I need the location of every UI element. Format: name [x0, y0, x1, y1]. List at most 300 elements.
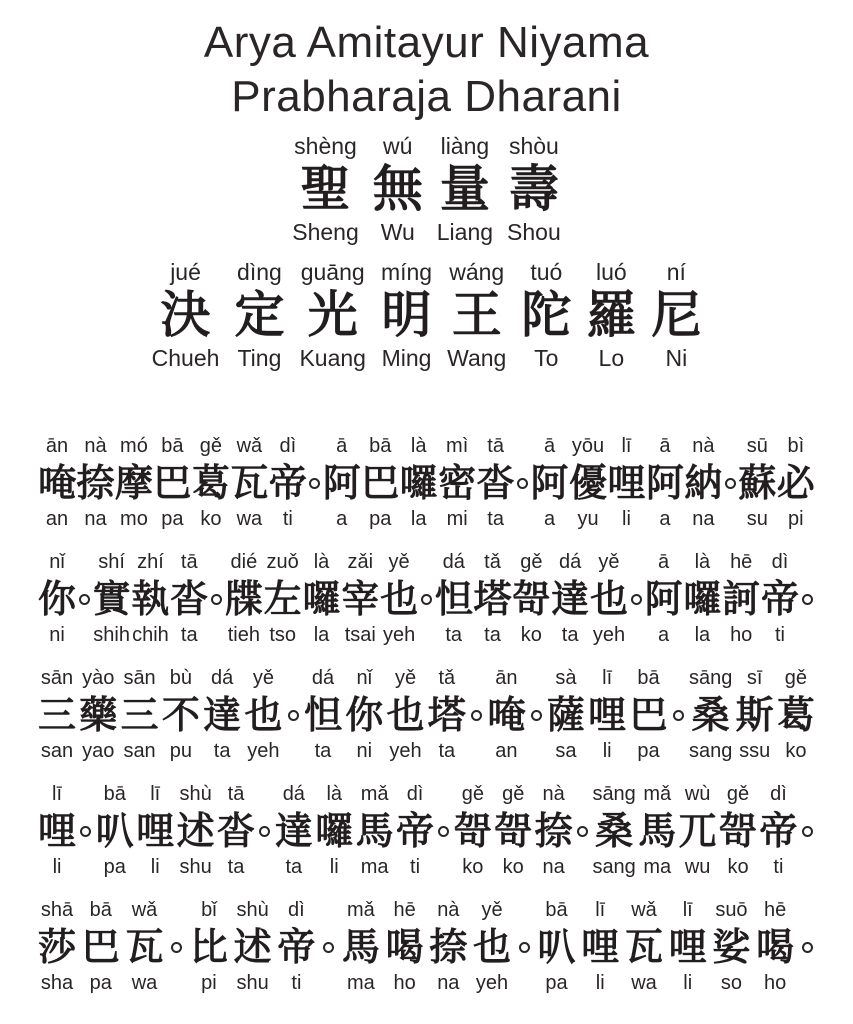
- syllable-cell: [230, 434, 268, 532]
- syllable-cell: [361, 434, 399, 532]
- roman-slot-empty: [520, 507, 526, 532]
- roman-text: ta: [561, 624, 579, 646]
- separator-glyph-row: [438, 807, 449, 855]
- hanzi-char: 哩: [136, 809, 175, 853]
- syllable-cell: [535, 782, 573, 880]
- pinyin-text: ā: [543, 435, 556, 457]
- pinyin-slot-empty: [728, 434, 734, 459]
- roman-slot-empty: [290, 739, 296, 764]
- pinyin-text: ní: [666, 259, 686, 285]
- roman-slot-empty: [441, 855, 447, 880]
- pinyin-text: bǐ: [201, 899, 217, 921]
- roman-text: pa: [103, 856, 126, 878]
- syllable-cell: [38, 666, 76, 764]
- roman-text: an: [45, 508, 69, 530]
- roman-text: ta: [213, 740, 231, 762]
- roman-text: a: [336, 508, 348, 530]
- ideographic-period-separator: [671, 666, 686, 764]
- separator-circle-icon: [323, 942, 334, 953]
- syllable-cell: [684, 434, 722, 532]
- separator-circle-icon: [802, 826, 813, 837]
- syllable-cell: [93, 550, 131, 648]
- syllable-cell: [645, 550, 683, 648]
- pinyin-text: dá: [211, 667, 234, 689]
- roman-text: pa: [161, 508, 184, 530]
- pinyin-text: ān: [45, 435, 69, 457]
- syllable-cell: [292, 132, 359, 246]
- hanzi-char: 宰: [341, 577, 380, 621]
- roman-slot-empty: [174, 971, 180, 996]
- roman-text: wa: [631, 972, 657, 994]
- pinyin-text: gě: [520, 551, 543, 573]
- heading-chueh-ting-kuang-ming-wang-to-lo-ni: [0, 258, 853, 372]
- syllable-cell: [217, 782, 255, 880]
- hanzi-char: 納: [684, 461, 723, 505]
- pinyin-text: ā: [659, 435, 671, 457]
- pinyin-slot-empty: [805, 550, 811, 575]
- pinyin-text: zuǒ: [266, 551, 299, 573]
- pinyin-text: shòu: [508, 133, 559, 159]
- pinyin-text: mì: [446, 435, 469, 457]
- pinyin-slot-empty: [805, 782, 811, 807]
- syllable-cell: [722, 550, 760, 648]
- ideographic-period-separator: [515, 434, 530, 532]
- ideographic-period-separator: [169, 898, 184, 996]
- syllable-cell: [736, 666, 774, 764]
- syllable-cell: [435, 550, 473, 648]
- syllable-cell: [777, 666, 815, 764]
- pinyin-text: wǎ: [236, 435, 263, 457]
- pinyin-text: hē: [764, 899, 787, 921]
- pinyin-text: suō: [715, 899, 748, 921]
- page-title-line-2: Prabharaja Dharani: [231, 72, 622, 121]
- ideographic-period-separator: [209, 550, 224, 648]
- ideographic-period-separator: [800, 782, 815, 880]
- hanzi-char: 桑: [595, 809, 634, 853]
- separator-circle-icon: [171, 942, 182, 953]
- syllable-cell: [38, 434, 76, 532]
- pinyin-text: nà: [542, 783, 565, 805]
- hanzi-char: 帝: [277, 925, 316, 969]
- ideographic-period-separator: [307, 434, 322, 532]
- roman-text: pi: [788, 508, 804, 530]
- hanzi-char: 瓦: [125, 925, 164, 969]
- hanzi-char: 達: [274, 809, 313, 853]
- roman-text: ta: [487, 508, 504, 530]
- roman-text: wa: [131, 972, 158, 994]
- syllable-cell: [756, 898, 794, 996]
- pinyin-text: yě: [598, 551, 620, 573]
- pinyin-text: dá: [442, 551, 465, 573]
- hanzi-char: 巴: [361, 461, 400, 505]
- separator-circle-icon: [577, 826, 588, 837]
- syllable-cell: [373, 132, 423, 246]
- syllable-cell: [121, 666, 159, 764]
- syllable-cell: [387, 666, 425, 764]
- syllable-cell: [203, 666, 241, 764]
- roman-text: sa: [555, 740, 577, 762]
- roman-text: an: [495, 740, 518, 762]
- roman-text: yao: [82, 740, 115, 762]
- pinyin-slot-empty: [214, 550, 220, 575]
- syllable-cell: [607, 434, 645, 532]
- roman-text: na: [437, 972, 460, 994]
- roman-text: na: [692, 508, 715, 530]
- syllable-cell: [38, 898, 76, 996]
- roman-text: ta: [314, 740, 332, 762]
- pinyin-text: lī: [52, 783, 62, 805]
- roman-text: Wang: [447, 345, 507, 371]
- syllable-cell: [125, 898, 163, 996]
- syllable-cell: [679, 782, 717, 880]
- roman-text: Sheng: [292, 219, 359, 245]
- syllable-cell: [547, 666, 585, 764]
- pinyin-text: bā: [161, 435, 184, 457]
- roman-slot-empty: [633, 623, 639, 648]
- hanzi-char: 斯: [735, 693, 774, 737]
- pinyin-text: shèng: [294, 133, 357, 159]
- ideographic-period-separator: [436, 782, 451, 880]
- pinyin-slot-empty: [805, 898, 811, 923]
- pinyin-text: shù: [236, 899, 269, 921]
- pinyin-slot-empty: [83, 782, 89, 807]
- syllable-cell: [569, 434, 607, 532]
- roman-slot-empty: [262, 855, 268, 880]
- roman-text: shu: [179, 856, 212, 878]
- roman-text: su: [746, 508, 768, 530]
- pinyin-text: là: [694, 551, 711, 573]
- syllable-cell: [234, 898, 272, 996]
- syllable-cell: [299, 258, 366, 372]
- syllable-cell: [82, 898, 120, 996]
- separator-glyph-row: [309, 459, 320, 507]
- roman-text: ti: [410, 856, 421, 878]
- syllable-cell: [38, 782, 76, 880]
- roman-text: mo: [120, 508, 148, 530]
- roman-text: pa: [89, 972, 112, 994]
- pinyin-slot-empty: [522, 898, 528, 923]
- roman-text: ti: [775, 624, 785, 646]
- roman-text: ko: [785, 740, 807, 762]
- syllable-cell: [396, 782, 434, 880]
- syllable-cell: [689, 666, 732, 764]
- hanzi-char: 捺: [429, 925, 468, 969]
- ideographic-period-separator: [629, 550, 644, 648]
- pinyin-slot-empty: [675, 666, 681, 691]
- syllable-cell: [712, 898, 750, 996]
- syllable-cell: [131, 550, 169, 648]
- pinyin-text: yōu: [571, 435, 605, 457]
- mantra-line-2: [38, 550, 815, 648]
- roman-text: pa: [545, 972, 568, 994]
- syllable-cell: [474, 550, 512, 648]
- separator-glyph-row: [577, 807, 588, 855]
- separator-glyph-row: [802, 923, 813, 971]
- roman-text: Shou: [507, 219, 561, 245]
- pinyin-text: bā: [103, 783, 126, 805]
- mantra-text-block: [0, 434, 853, 996]
- pinyin-text: hē: [393, 899, 416, 921]
- hanzi-char: 囉: [315, 809, 354, 853]
- roman-text: la: [313, 624, 330, 646]
- syllable-cell: [759, 782, 797, 880]
- hanzi-char: 哿: [453, 809, 492, 853]
- syllable-cell: [192, 434, 230, 532]
- ideographic-period-separator: [257, 782, 272, 880]
- roman-slot-empty: [82, 623, 88, 648]
- syllable-cell: [356, 782, 394, 880]
- roman-text: chih: [132, 624, 169, 646]
- hanzi-char: 你: [38, 577, 77, 621]
- mantra-line-3: [38, 666, 815, 764]
- page-title-line-1: Arya Amitayur Niyama: [203, 18, 650, 67]
- hanzi-char: 定: [234, 286, 285, 344]
- roman-text: sha: [40, 972, 74, 994]
- pinyin-text: sān: [40, 667, 74, 689]
- syllable-cell: [588, 666, 626, 764]
- hanzi-char: 哿: [512, 577, 551, 621]
- hanzi-char: 喝: [385, 925, 424, 969]
- pinyin-text: bā: [369, 435, 392, 457]
- pinyin-text: nà: [84, 435, 107, 457]
- separator-circle-icon: [517, 478, 528, 489]
- pinyin-text: sāng: [689, 667, 733, 689]
- separator-circle-icon: [471, 710, 482, 721]
- hanzi-char: 也: [386, 693, 425, 737]
- hanzi-char: 阿: [530, 461, 569, 505]
- roman-text: shih: [93, 624, 130, 646]
- pinyin-text: là: [326, 783, 343, 805]
- roman-text: ko: [502, 856, 524, 878]
- syllable-cell: [428, 666, 466, 764]
- pinyin-text: tā: [227, 783, 245, 805]
- roman-text: ta: [445, 624, 463, 646]
- hanzi-char: 哩: [38, 809, 77, 853]
- separator-glyph-row: [725, 459, 736, 507]
- roman-text: li: [52, 856, 62, 878]
- pinyin-text: bā: [637, 667, 660, 689]
- pinyin-text: gě: [502, 783, 525, 805]
- hanzi-char: 摩: [114, 461, 153, 505]
- syllable-cell: [76, 434, 114, 532]
- hanzi-char: 薩: [546, 693, 585, 737]
- hanzi-char: 怛: [303, 693, 342, 737]
- pinyin-text: míng: [380, 259, 433, 285]
- pinyin-text: tā: [180, 551, 198, 573]
- pinyin-text: lī: [595, 899, 606, 921]
- pinyin-text: bù: [169, 667, 192, 689]
- pinyin-text: dá: [559, 551, 582, 573]
- hanzi-char: 唵: [38, 461, 77, 505]
- hanzi-char: 優: [569, 461, 608, 505]
- syllable-cell: [777, 434, 815, 532]
- pinyin-text: nà: [437, 899, 460, 921]
- roman-text: yu: [577, 508, 599, 530]
- roman-text: ta: [438, 740, 456, 762]
- hanzi-char: 不: [161, 693, 200, 737]
- pinyin-text: wǎ: [631, 899, 657, 921]
- separator-glyph-row: [323, 923, 334, 971]
- hanzi-char: 牒: [224, 577, 263, 621]
- hanzi-char: 沓: [217, 809, 256, 853]
- pinyin-slot-empty: [633, 550, 639, 575]
- roman-text: pu: [169, 740, 192, 762]
- pinyin-text: ān: [495, 667, 518, 689]
- pinyin-text: bā: [89, 899, 112, 921]
- roman-text: a: [543, 508, 556, 530]
- roman-text: wu: [684, 856, 711, 878]
- separator-circle-icon: [438, 826, 449, 837]
- pinyin-text: lī: [682, 899, 693, 921]
- pinyin-text: dìng: [237, 259, 282, 285]
- hanzi-char: 馬: [341, 925, 380, 969]
- hanzi-char: 唵: [487, 693, 526, 737]
- pinyin-text: lī: [150, 783, 161, 805]
- pinyin-text: ā: [658, 551, 670, 573]
- hanzi-char: 巴: [81, 925, 120, 969]
- syllable-cell: [170, 550, 208, 648]
- pinyin-text: gě: [199, 435, 222, 457]
- roman-text: ti: [282, 508, 293, 530]
- pinyin-text: dá: [311, 667, 335, 689]
- hanzi-char: 囉: [302, 577, 341, 621]
- pinyin-text: sāng: [592, 783, 636, 805]
- syllable-cell: [153, 434, 191, 532]
- hanzi-char: 瓦: [624, 925, 663, 969]
- roman-text: ssu: [739, 740, 771, 762]
- separator-glyph-row: [421, 575, 432, 623]
- syllable-cell: [162, 666, 200, 764]
- hanzi-char: 瓦: [230, 461, 269, 505]
- syllable-cell: [304, 666, 342, 764]
- syllable-cell: [592, 782, 635, 880]
- syllable-cell: [38, 550, 76, 648]
- roman-text: yeh: [382, 624, 416, 646]
- hanzi-char: 也: [589, 577, 628, 621]
- syllable-cell: [487, 666, 525, 764]
- hanzi-char: 怛: [434, 577, 473, 621]
- pinyin-text: tǎ: [438, 667, 456, 689]
- pinyin-text: gě: [461, 783, 484, 805]
- separator-glyph-row: [519, 923, 530, 971]
- pinyin-text: hē: [730, 551, 753, 573]
- pinyin-slot-empty: [312, 434, 318, 459]
- pinyin-text: mǎ: [643, 783, 672, 805]
- roman-text: li: [329, 856, 339, 878]
- roman-text: li: [595, 972, 605, 994]
- hanzi-char: 桑: [691, 693, 730, 737]
- hanzi-char: 葛: [776, 693, 815, 737]
- roman-text: Wu: [380, 219, 415, 245]
- heading-sheng-wu-liang-shou: [0, 132, 853, 246]
- roman-slot-empty: [805, 971, 811, 996]
- syllable-cell: [507, 132, 561, 246]
- syllable-cell: [96, 782, 134, 880]
- syllable-cell: [341, 550, 379, 648]
- hanzi-char: 無: [372, 160, 423, 218]
- separator-glyph-row: [517, 459, 528, 507]
- pinyin-text: shù: [179, 783, 212, 805]
- roman-text: Ni: [665, 345, 688, 371]
- roman-text: yeh: [247, 740, 280, 762]
- separator-circle-icon: [80, 826, 91, 837]
- roman-text: ni: [356, 740, 373, 762]
- pinyin-text: yě: [388, 551, 410, 573]
- hanzi-char: 兀: [678, 809, 717, 853]
- roman-text: ti: [291, 972, 302, 994]
- pinyin-text: liàng: [440, 133, 490, 159]
- syllable-cell: [225, 550, 263, 648]
- pinyin-text: bā: [545, 899, 568, 921]
- pinyin-text: jué: [170, 259, 201, 285]
- hanzi-char: 囉: [399, 461, 438, 505]
- pinyin-text: yě: [252, 667, 274, 689]
- syllable-cell: [269, 434, 307, 532]
- roman-slot-empty: [83, 855, 89, 880]
- hanzi-char: 藥: [79, 693, 118, 737]
- hanzi-char: 哿: [719, 809, 758, 853]
- separator-circle-icon: [802, 594, 813, 605]
- separator-glyph-row: [631, 575, 642, 623]
- roman-text: sang: [592, 856, 636, 878]
- pinyin-text: dì: [406, 783, 424, 805]
- roman-text: yeh: [592, 624, 626, 646]
- pinyin-text: mǎ: [360, 783, 389, 805]
- pinyin-slot-empty: [174, 898, 180, 923]
- pinyin-slot-empty: [424, 550, 430, 575]
- roman-slot-empty: [474, 739, 480, 764]
- pinyin-text: tǎ: [484, 551, 501, 573]
- pinyin-slot-empty: [82, 550, 88, 575]
- roman-text: yeh: [475, 972, 509, 994]
- syllable-cell: [277, 898, 315, 996]
- separator-glyph-row: [259, 807, 270, 855]
- pinyin-slot-empty: [262, 782, 268, 807]
- pinyin-text: nǐ: [356, 667, 373, 689]
- pinyin-text: dì: [279, 435, 297, 457]
- syllable-cell: [494, 782, 532, 880]
- hanzi-char: 娑: [712, 925, 751, 969]
- ideographic-period-separator: [286, 666, 301, 764]
- roman-text: sang: [689, 740, 733, 762]
- syllable-cell: [646, 434, 684, 532]
- roman-slot-empty: [580, 855, 586, 880]
- hanzi-char: 比: [189, 925, 228, 969]
- hanzi-char: 聖: [300, 160, 351, 218]
- hanzi-char: 執: [131, 577, 170, 621]
- pinyin-text: wáng: [449, 259, 505, 285]
- pinyin-text: yě: [394, 667, 417, 689]
- hanzi-char: 馬: [355, 809, 394, 853]
- hanzi-char: 哩: [588, 693, 627, 737]
- hanzi-char: 囉: [683, 577, 722, 621]
- pinyin-text: bì: [787, 435, 805, 457]
- title-block: [0, 0, 853, 124]
- pinyin-text: sū: [746, 435, 768, 457]
- hanzi-char: 述: [233, 925, 272, 969]
- pinyin-text: sà: [555, 667, 577, 689]
- roman-text: yeh: [389, 740, 422, 762]
- hanzi-char: 羅: [586, 286, 637, 344]
- pinyin-text: lī: [621, 435, 632, 457]
- roman-text: pi: [201, 972, 217, 994]
- roman-text: Chueh: [151, 345, 220, 371]
- hanzi-char: 哩: [607, 461, 646, 505]
- syllable-cell: [244, 666, 282, 764]
- roman-text: ta: [285, 856, 303, 878]
- hanzi-char: 決: [160, 286, 211, 344]
- syllable-cell: [625, 898, 663, 996]
